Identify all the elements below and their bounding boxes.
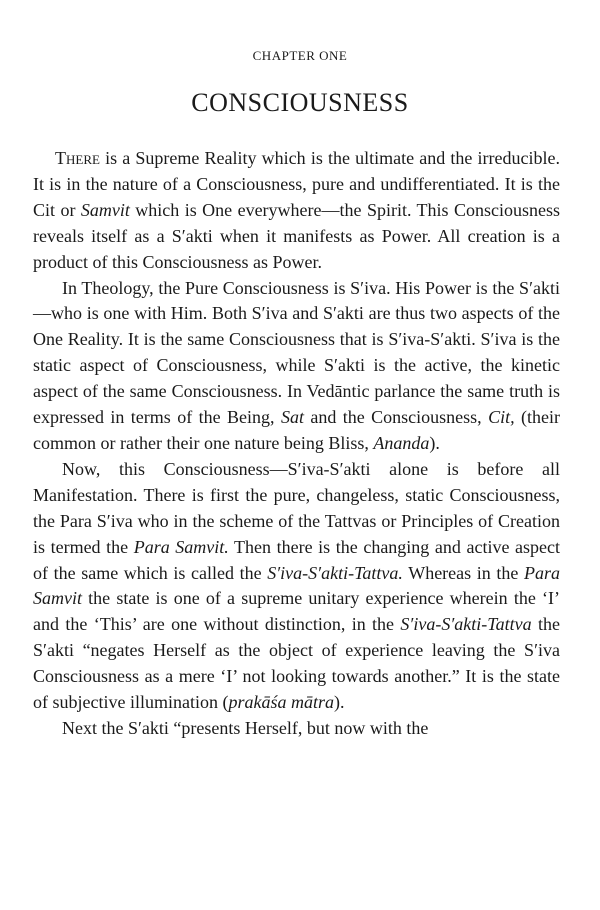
- paragraph-text: Next the S′akti “presents Herself, but now with the: [62, 717, 429, 738]
- paragraph-text: Now, this Consciousness—S′iva-S′akti alone is before all Manifestation. There is first the pure, changeless, static Consciousness, the Para S′iva who in the scheme of the Tattvas or Principles of Creation is termed the: [33, 458, 560, 557]
- paragraph-text: Whereas in the: [402, 562, 524, 583]
- paragraph-text: Then there is the changing and active aspect of the same which is called the: [33, 536, 560, 583]
- paragraph-text: is a Supreme Reality which is the ultimate and the irreducible. It is in the nature of a Consciousness, pure and undifferentiated. It is the Cit or: [33, 148, 560, 220]
- paragraph-text: and the Consciousness,: [303, 407, 489, 428]
- italic-term: Para Samvit.: [133, 536, 229, 557]
- paragraph-text: which is One everywhere—the Spirit. This Consciousness reveals itself as a S′akti when it manifests as Power. All creation is a product of this Consciousness as Power.: [33, 199, 560, 272]
- italic-term: prakāśa mātra: [228, 692, 334, 713]
- paragraph-text: (their common or rather their one nature being Bliss,: [33, 407, 561, 453]
- lead-word: There: [55, 148, 100, 168]
- chapter-title: CONSCIOUSNESS: [191, 88, 409, 117]
- italic-term: Ananda: [373, 432, 430, 453]
- paragraph-text: ).: [333, 692, 345, 713]
- italic-term: Sat: [280, 407, 304, 428]
- paragraph-1: [33, 146, 560, 276]
- paragraph-text: the S′akti “negates Herself as the object of experience leaving the S′iva Consciousness as a mere ‘I’ not looking towards another.” It is the state of subjective illumination (: [33, 614, 560, 713]
- italic-term: Para Samvit: [33, 562, 560, 609]
- chapter-label: CHAPTER ONE: [252, 48, 348, 63]
- italic-term: S′iva-S′akti-Tattva: [400, 614, 532, 635]
- italic-term: Samvit: [80, 199, 130, 220]
- paragraph-text: the state is one of a supreme unitary experience wherein the ‘I’ and the ‘This’ are one without distinction, in the: [33, 588, 560, 635]
- paragraph-text: In Theology, the Pure Consciousness is S′iva. His Power is the S′akti—who is one with Him. Both S′iva and S′akti are thus two aspects of the One Reality. It is the same Consciousness that is S′iva-S′akti. S′iva is the static aspect of Consciousness, while S′akti is the active, the kinetic aspect of the same Consciousness. In Vedāntic parlance the same truth is expressed in terms of the Being,: [33, 277, 560, 428]
- italic-term: S′iva-S′akti-Tattva.: [267, 562, 403, 583]
- chapter-body: [33, 146, 560, 742]
- paragraph-3: [33, 457, 560, 716]
- paragraph-text: ).: [429, 432, 440, 453]
- italic-term: Cit,: [488, 407, 515, 428]
- paragraph-4: [33, 716, 560, 742]
- paragraph-2: [33, 276, 560, 457]
